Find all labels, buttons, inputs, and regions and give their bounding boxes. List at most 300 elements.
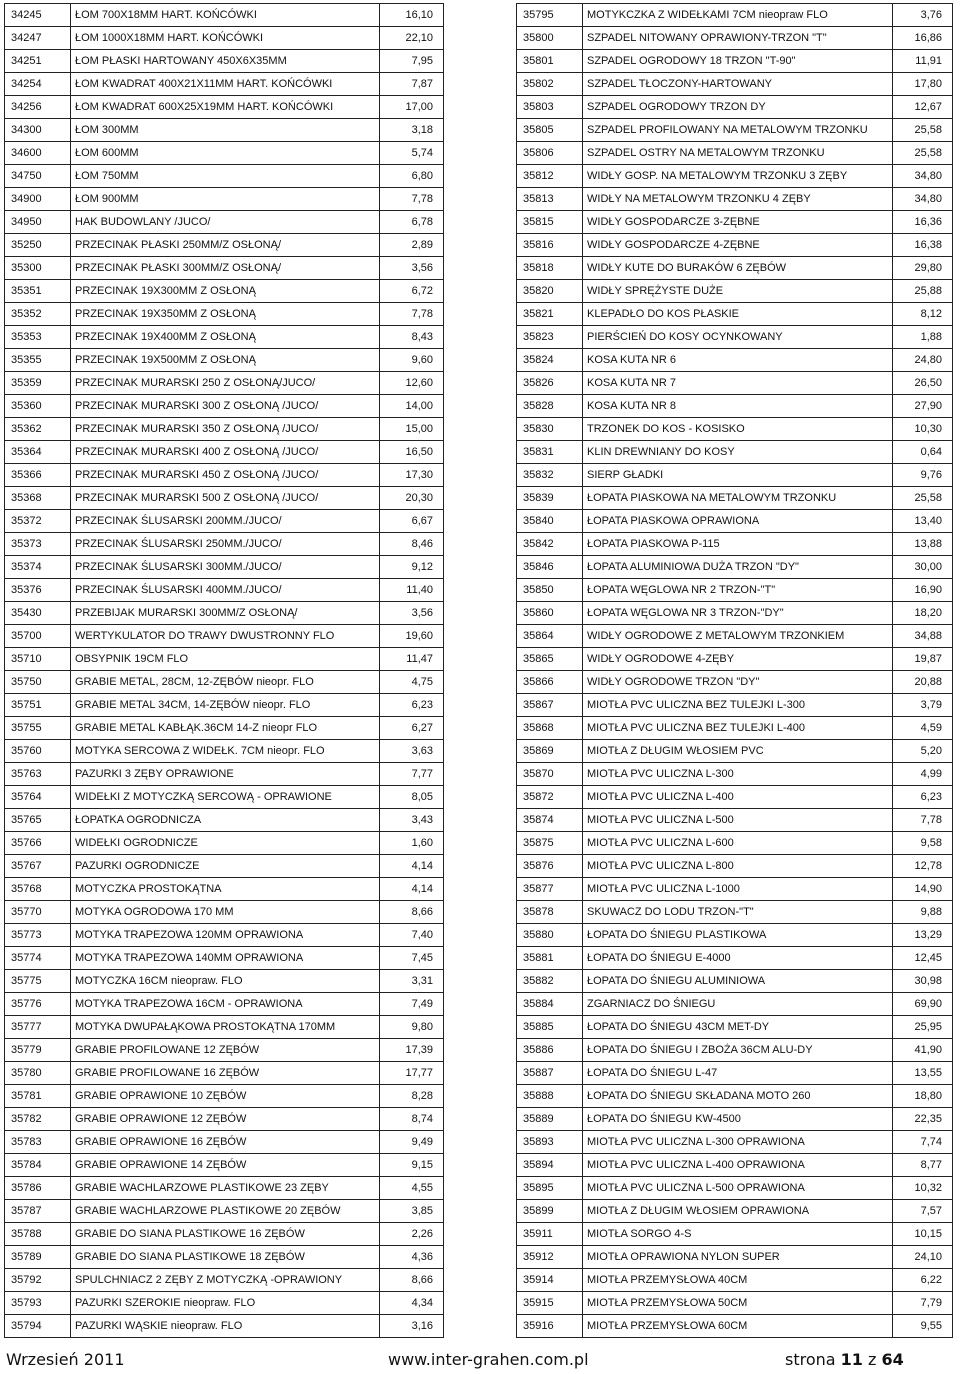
product-name: SZPADEL OSTRY NA METALOWYM TRZONKU xyxy=(583,142,893,165)
product-price: 7,77 xyxy=(380,763,444,786)
product-name: PRZECINAK MURARSKI 500 Z OSŁONĄ /JUCO/ xyxy=(71,487,380,510)
product-name: WIDŁY GOSPODARCZE 4-ZĘBNE xyxy=(583,234,893,257)
product-name: MIOTŁA Z DŁUGIM WŁOSIEM PVC xyxy=(583,740,893,763)
table-row xyxy=(517,924,953,947)
table-row xyxy=(517,763,953,786)
product-name: PRZECINAK MURARSKI 250 Z OSŁONĄ/JUCO/ xyxy=(71,372,380,395)
product-name: KOSA KUTA NR 6 xyxy=(583,349,893,372)
table-row xyxy=(517,533,953,556)
product-price: 4,75 xyxy=(380,671,444,694)
product-price: 17,80 xyxy=(893,73,953,96)
product-name: ŁOM 1000X18MM HART. KOŃCÓWKI xyxy=(71,27,380,50)
table-row xyxy=(517,395,953,418)
product-code: 35780 xyxy=(5,1062,71,1085)
product-price: 3,56 xyxy=(380,257,444,280)
table-row xyxy=(5,602,444,625)
product-price: 6,67 xyxy=(380,510,444,533)
product-price: 25,58 xyxy=(893,142,953,165)
table-row xyxy=(5,1085,444,1108)
product-price: 9,58 xyxy=(893,832,953,855)
product-price: 2,89 xyxy=(380,234,444,257)
product-code: 35786 xyxy=(5,1177,71,1200)
table-row xyxy=(517,510,953,533)
product-name: ZGARNIACZ DO ŚNIEGU xyxy=(583,993,893,1016)
product-price: 34,88 xyxy=(893,625,953,648)
table-row xyxy=(517,418,953,441)
product-price: 7,78 xyxy=(380,188,444,211)
product-code: 35770 xyxy=(5,901,71,924)
product-price: 12,67 xyxy=(893,96,953,119)
product-code: 35884 xyxy=(517,993,583,1016)
product-name: GRABIE WACHLARZOWE PLASTIKOWE 23 ZĘBY xyxy=(71,1177,380,1200)
table-row xyxy=(5,1039,444,1062)
table-row xyxy=(5,280,444,303)
product-name: KOSA KUTA NR 8 xyxy=(583,395,893,418)
product-code: 35860 xyxy=(517,602,583,625)
footer-date: Wrzesień 2011 xyxy=(6,1350,125,1369)
product-code: 35362 xyxy=(5,418,71,441)
product-name: KLIN DREWNIANY DO KOSY xyxy=(583,441,893,464)
product-price: 6,23 xyxy=(380,694,444,717)
product-price: 9,15 xyxy=(380,1154,444,1177)
product-code: 35914 xyxy=(517,1269,583,1292)
product-price: 6,78 xyxy=(380,211,444,234)
product-name: ŁOPATA WĘGLOWA NR 2 TRZON-"T" xyxy=(583,579,893,602)
product-code: 35788 xyxy=(5,1223,71,1246)
product-code: 35840 xyxy=(517,510,583,533)
product-code: 35877 xyxy=(517,878,583,901)
product-code: 35803 xyxy=(517,96,583,119)
footer-url[interactable]: www.inter-grahen.com.pl xyxy=(388,1350,589,1369)
product-price: 2,26 xyxy=(380,1223,444,1246)
product-price: 8,46 xyxy=(380,533,444,556)
table-row xyxy=(5,533,444,556)
product-price: 17,77 xyxy=(380,1062,444,1085)
product-code: 35889 xyxy=(517,1108,583,1131)
table-row xyxy=(5,694,444,717)
product-price: 3,56 xyxy=(380,602,444,625)
product-code: 35763 xyxy=(5,763,71,786)
product-name: MIOTŁA PVC ULICZNA L-400 xyxy=(583,786,893,809)
product-price: 9,76 xyxy=(893,464,953,487)
product-name: MIOTŁA SORGO 4-S xyxy=(583,1223,893,1246)
table-row xyxy=(5,4,444,27)
product-price: 17,30 xyxy=(380,464,444,487)
product-code: 35893 xyxy=(517,1131,583,1154)
table-row xyxy=(517,1269,953,1292)
product-code: 35805 xyxy=(517,119,583,142)
product-price: 14,90 xyxy=(893,878,953,901)
product-name: WIDŁY GOSP. NA METALOWYM TRZONKU 3 ZĘBY xyxy=(583,165,893,188)
product-price: 14,00 xyxy=(380,395,444,418)
page-total: 64 xyxy=(881,1350,904,1369)
table-row xyxy=(5,27,444,50)
table-row xyxy=(5,487,444,510)
product-code: 35876 xyxy=(517,855,583,878)
table-row xyxy=(517,1315,953,1338)
product-code: 35787 xyxy=(5,1200,71,1223)
product-code: 35912 xyxy=(517,1246,583,1269)
product-name: PRZECINAK 19X400MM Z OSŁONĄ xyxy=(71,326,380,349)
table-row xyxy=(517,579,953,602)
product-price: 7,74 xyxy=(893,1131,953,1154)
product-price: 34,80 xyxy=(893,165,953,188)
product-code: 35872 xyxy=(517,786,583,809)
product-name: GRABIE DO SIANA PLASTIKOWE 18 ZĘBÓW xyxy=(71,1246,380,1269)
product-name: MIOTŁA PVC ULICZNA L-600 xyxy=(583,832,893,855)
product-code: 35355 xyxy=(5,349,71,372)
product-price: 9,49 xyxy=(380,1131,444,1154)
product-price: 25,58 xyxy=(893,487,953,510)
product-code: 35894 xyxy=(517,1154,583,1177)
product-code: 34900 xyxy=(5,188,71,211)
product-name: PRZECINAK 19X500MM Z OSŁONĄ xyxy=(71,349,380,372)
table-row xyxy=(517,947,953,970)
product-name: PRZECINAK 19X350MM Z OSŁONĄ xyxy=(71,303,380,326)
product-code: 35801 xyxy=(517,50,583,73)
table-row xyxy=(517,257,953,280)
product-price: 7,78 xyxy=(380,303,444,326)
product-name: PRZECINAK MURARSKI 400 Z OSŁONĄ /JUCO/ xyxy=(71,441,380,464)
product-price: 4,59 xyxy=(893,717,953,740)
product-price: 3,18 xyxy=(380,119,444,142)
product-code: 35911 xyxy=(517,1223,583,1246)
product-name: SZPADEL OGRODOWY TRZON DY xyxy=(583,96,893,119)
product-price: 1,88 xyxy=(893,326,953,349)
product-name: SPULCHNIACZ 2 ZĘBY Z MOTYCZKĄ -OPRAWIONY xyxy=(71,1269,380,1292)
table-row xyxy=(5,211,444,234)
product-price: 0,64 xyxy=(893,441,953,464)
product-code: 35366 xyxy=(5,464,71,487)
product-price: 9,12 xyxy=(380,556,444,579)
product-price: 4,36 xyxy=(380,1246,444,1269)
product-code: 35353 xyxy=(5,326,71,349)
product-price: 41,90 xyxy=(893,1039,953,1062)
product-code: 35842 xyxy=(517,533,583,556)
product-code: 35373 xyxy=(5,533,71,556)
product-code: 35882 xyxy=(517,970,583,993)
product-price: 17,00 xyxy=(380,96,444,119)
table-row xyxy=(517,4,953,27)
product-name: WERTYKULATOR DO TRAWY DWUSTRONNY FLO xyxy=(71,625,380,648)
table-row xyxy=(517,648,953,671)
product-code: 35352 xyxy=(5,303,71,326)
product-price: 13,55 xyxy=(893,1062,953,1085)
table-row xyxy=(517,717,953,740)
product-name: PAZURKI SZEROKIE nieopraw. FLO xyxy=(71,1292,380,1315)
table-row xyxy=(5,579,444,602)
product-price: 11,47 xyxy=(380,648,444,671)
product-name: MIOTŁA PVC ULICZNA L-300 OPRAWIONA xyxy=(583,1131,893,1154)
product-price: 9,88 xyxy=(893,901,953,924)
product-price: 20,30 xyxy=(380,487,444,510)
product-code: 35359 xyxy=(5,372,71,395)
table-row xyxy=(517,740,953,763)
product-code: 35816 xyxy=(517,234,583,257)
table-row xyxy=(517,234,953,257)
product-price: 18,80 xyxy=(893,1085,953,1108)
product-price: 17,39 xyxy=(380,1039,444,1062)
table-row xyxy=(5,1200,444,1223)
product-code: 35795 xyxy=(517,4,583,27)
product-code: 34251 xyxy=(5,50,71,73)
product-code: 35781 xyxy=(5,1085,71,1108)
product-price: 9,80 xyxy=(380,1016,444,1039)
product-code: 35815 xyxy=(517,211,583,234)
table-row xyxy=(5,947,444,970)
table-row xyxy=(5,901,444,924)
product-name: ŁOPATA DO ŚNIEGU KW-4500 xyxy=(583,1108,893,1131)
table-row xyxy=(517,1200,953,1223)
product-name: MIOTŁA PRZEMYSŁOWA 60CM xyxy=(583,1315,893,1338)
table-row xyxy=(5,625,444,648)
product-code: 34254 xyxy=(5,73,71,96)
product-price: 24,10 xyxy=(893,1246,953,1269)
product-name: PRZECINAK PŁASKI 250MM/Z OSŁONĄ/ xyxy=(71,234,380,257)
table-row xyxy=(5,740,444,763)
product-code: 35250 xyxy=(5,234,71,257)
product-code: 35867 xyxy=(517,694,583,717)
page-footer xyxy=(0,1350,960,1372)
product-name: MOTYKA DWUPAŁĄKOWA PROSTOKĄTNA 170MM xyxy=(71,1016,380,1039)
product-code: 35784 xyxy=(5,1154,71,1177)
product-code: 35700 xyxy=(5,625,71,648)
product-code: 35774 xyxy=(5,947,71,970)
product-code: 35751 xyxy=(5,694,71,717)
product-name: GRABIE PROFILOWANE 12 ZĘBÓW xyxy=(71,1039,380,1062)
product-code: 35368 xyxy=(5,487,71,510)
product-code: 35915 xyxy=(517,1292,583,1315)
product-name: PRZECINAK PŁASKI 300MM/Z OSŁONĄ/ xyxy=(71,257,380,280)
product-name: MIOTŁA PVC ULICZNA BEZ TULEJKI L-300 xyxy=(583,694,893,717)
product-code: 35916 xyxy=(517,1315,583,1338)
product-code: 35766 xyxy=(5,832,71,855)
product-code: 35765 xyxy=(5,809,71,832)
product-price: 10,15 xyxy=(893,1223,953,1246)
table-row xyxy=(5,878,444,901)
product-name: ŁOPATA PIASKOWA P-115 xyxy=(583,533,893,556)
product-price: 4,14 xyxy=(380,878,444,901)
product-name: MIOTŁA PVC ULICZNA L-300 xyxy=(583,763,893,786)
product-code: 35864 xyxy=(517,625,583,648)
product-code: 35812 xyxy=(517,165,583,188)
product-price: 6,22 xyxy=(893,1269,953,1292)
table-row xyxy=(5,349,444,372)
product-price: 5,74 xyxy=(380,142,444,165)
product-code: 35831 xyxy=(517,441,583,464)
product-price: 7,49 xyxy=(380,993,444,1016)
table-row xyxy=(517,1223,953,1246)
product-name: GRABIE METAL KABŁĄK.36CM 14-Z nieopr FLO xyxy=(71,717,380,740)
product-code: 35870 xyxy=(517,763,583,786)
page-label: strona xyxy=(785,1350,836,1369)
product-code: 34950 xyxy=(5,211,71,234)
product-name: MOTYKA TRAPEZOWA 16CM - OPRAWIONA xyxy=(71,993,380,1016)
product-name: ŁOPATA PIASKOWA OPRAWIONA xyxy=(583,510,893,533)
product-code: 35364 xyxy=(5,441,71,464)
product-price: 9,60 xyxy=(380,349,444,372)
table-row xyxy=(517,809,953,832)
product-code: 35806 xyxy=(517,142,583,165)
table-row xyxy=(5,970,444,993)
page-current: 11 xyxy=(840,1350,863,1369)
product-name: ŁOM PŁASKI HARTOWANY 450X6X35MM xyxy=(71,50,380,73)
product-name: KLEPADŁO DO KOS PŁASKIE xyxy=(583,303,893,326)
product-name: PRZECINAK MURARSKI 350 Z OSŁONĄ /JUCO/ xyxy=(71,418,380,441)
product-name: ŁOM 300MM xyxy=(71,119,380,142)
table-row xyxy=(517,970,953,993)
product-name: GRABIE METAL, 28CM, 12-ZĘBÓW nieopr. FLO xyxy=(71,671,380,694)
product-price: 12,78 xyxy=(893,855,953,878)
product-price: 16,10 xyxy=(380,4,444,27)
table-row xyxy=(5,257,444,280)
product-price: 4,55 xyxy=(380,1177,444,1200)
product-price: 11,40 xyxy=(380,579,444,602)
product-code: 35866 xyxy=(517,671,583,694)
product-price: 4,14 xyxy=(380,855,444,878)
product-code: 35823 xyxy=(517,326,583,349)
product-price: 26,50 xyxy=(893,372,953,395)
product-name: ŁOPATA ALUMINIOWA DUŻA TRZON "DY" xyxy=(583,556,893,579)
product-price: 27,90 xyxy=(893,395,953,418)
product-name: ŁOPATA WĘGLOWA NR 3 TRZON-"DY" xyxy=(583,602,893,625)
product-price: 16,86 xyxy=(893,27,953,50)
product-code: 35374 xyxy=(5,556,71,579)
table-row xyxy=(5,73,444,96)
table-row xyxy=(5,763,444,786)
table-row xyxy=(5,142,444,165)
product-code: 34300 xyxy=(5,119,71,142)
product-price: 3,76 xyxy=(893,4,953,27)
table-row xyxy=(5,556,444,579)
product-price: 19,60 xyxy=(380,625,444,648)
product-name: WIDŁY NA METALOWYM TRZONKU 4 ZĘBY xyxy=(583,188,893,211)
table-row xyxy=(5,809,444,832)
table-row xyxy=(5,96,444,119)
product-price: 25,88 xyxy=(893,280,953,303)
product-price: 69,90 xyxy=(893,993,953,1016)
product-name: ŁOPATA DO ŚNIEGU E-4000 xyxy=(583,947,893,970)
product-code: 35813 xyxy=(517,188,583,211)
product-code: 35865 xyxy=(517,648,583,671)
product-code: 34245 xyxy=(5,4,71,27)
product-name: MIOTŁA PVC ULICZNA L-800 xyxy=(583,855,893,878)
product-name: MIOTŁA PVC ULICZNA L-500 OPRAWIONA xyxy=(583,1177,893,1200)
product-name: MOTYKA SERCOWA Z WIDEŁK. 7CM nieopr. FLO xyxy=(71,740,380,763)
product-code: 35782 xyxy=(5,1108,71,1131)
product-price: 18,20 xyxy=(893,602,953,625)
product-code: 35869 xyxy=(517,740,583,763)
table-row xyxy=(517,372,953,395)
product-price: 34,80 xyxy=(893,188,953,211)
product-name: MOTYCZKA 16CM nieopraw. FLO xyxy=(71,970,380,993)
product-price: 16,38 xyxy=(893,234,953,257)
product-name: PRZECINAK MURARSKI 300 Z OSŁONĄ /JUCO/ xyxy=(71,395,380,418)
product-name: ŁOM 900MM xyxy=(71,188,380,211)
product-code: 35830 xyxy=(517,418,583,441)
product-name: PIERŚCIEŃ DO KOSY OCYNKOWANY xyxy=(583,326,893,349)
product-code: 35875 xyxy=(517,832,583,855)
table-row xyxy=(517,1062,953,1085)
table-row xyxy=(5,1223,444,1246)
product-price: 8,77 xyxy=(893,1154,953,1177)
table-row xyxy=(517,73,953,96)
product-price: 9,55 xyxy=(893,1315,953,1338)
product-name: ŁOM KWADRAT 600X25X19MM HART. KOŃCÓWKI xyxy=(71,96,380,119)
table-row xyxy=(517,786,953,809)
table-row xyxy=(5,464,444,487)
table-row xyxy=(517,1177,953,1200)
table-row xyxy=(517,27,953,50)
table-row xyxy=(5,1292,444,1315)
product-name: MOTYKA TRAPEZOWA 140MM OPRAWIONA xyxy=(71,947,380,970)
product-price: 8,28 xyxy=(380,1085,444,1108)
table-row xyxy=(5,786,444,809)
product-code: 35828 xyxy=(517,395,583,418)
product-price: 7,45 xyxy=(380,947,444,970)
product-price: 7,40 xyxy=(380,924,444,947)
product-name: GRABIE WACHLARZOWE PLASTIKOWE 20 ZĘBÓW xyxy=(71,1200,380,1223)
product-name: MIOTŁA PVC ULICZNA BEZ TULEJKI L-400 xyxy=(583,717,893,740)
product-name: ŁOPATA DO ŚNIEGU SKŁADANA MOTO 260 xyxy=(583,1085,893,1108)
product-price: 7,57 xyxy=(893,1200,953,1223)
product-name: GRABIE OPRAWIONE 16 ZĘBÓW xyxy=(71,1131,380,1154)
product-name: WIDŁY OGRODOWE Z METALOWYM TRZONKIEM xyxy=(583,625,893,648)
product-name: MIOTŁA PVC ULICZNA L-1000 xyxy=(583,878,893,901)
product-name: SZPADEL PROFILOWANY NA METALOWYM TRZONKU xyxy=(583,119,893,142)
product-name: ŁOPATA DO ŚNIEGU I ZBOŻA 36CM ALU-DY xyxy=(583,1039,893,1062)
product-name: SIERP GŁADKI xyxy=(583,464,893,487)
product-name: MIOTŁA PRZEMYSŁOWA 40CM xyxy=(583,1269,893,1292)
product-name: ŁOPATA PIASKOWA NA METALOWYM TRZONKU xyxy=(583,487,893,510)
product-name: ŁOPATA DO ŚNIEGU L-47 xyxy=(583,1062,893,1085)
table-row xyxy=(517,901,953,924)
product-code: 35874 xyxy=(517,809,583,832)
product-code: 35789 xyxy=(5,1246,71,1269)
product-name: PRZEBIJAK MURARSKI 300MM/Z OSŁONĄ/ xyxy=(71,602,380,625)
product-code: 35351 xyxy=(5,280,71,303)
product-price: 15,00 xyxy=(380,418,444,441)
product-code: 35755 xyxy=(5,717,71,740)
table-row xyxy=(517,1292,953,1315)
table-row xyxy=(5,326,444,349)
product-code: 35760 xyxy=(5,740,71,763)
product-code: 35767 xyxy=(5,855,71,878)
product-price: 3,31 xyxy=(380,970,444,993)
product-code: 35885 xyxy=(517,1016,583,1039)
product-name: SZPADEL OGRODOWY 18 TRZON "T-90" xyxy=(583,50,893,73)
table-row xyxy=(5,119,444,142)
table-row xyxy=(5,924,444,947)
table-row xyxy=(517,602,953,625)
product-name: WIDEŁKI Z MOTYCZKĄ SERCOWĄ - OPRAWIONE xyxy=(71,786,380,809)
product-name: ŁOM 700X18MM HART. KOŃCÓWKI xyxy=(71,4,380,27)
table-row xyxy=(517,855,953,878)
product-name: PRZECINAK ŚLUSARSKI 250MM./JUCO/ xyxy=(71,533,380,556)
product-code: 35775 xyxy=(5,970,71,993)
product-price: 3,79 xyxy=(893,694,953,717)
product-name: MOTYCZKA PROSTOKĄTNA xyxy=(71,878,380,901)
product-price: 22,10 xyxy=(380,27,444,50)
product-code: 35776 xyxy=(5,993,71,1016)
product-name: PRZECINAK ŚLUSARSKI 400MM./JUCO/ xyxy=(71,579,380,602)
table-row xyxy=(5,1062,444,1085)
product-code: 34256 xyxy=(5,96,71,119)
table-row xyxy=(5,671,444,694)
product-name: WIDŁY OGRODOWE 4-ZĘBY xyxy=(583,648,893,671)
table-row xyxy=(517,441,953,464)
product-code: 35846 xyxy=(517,556,583,579)
